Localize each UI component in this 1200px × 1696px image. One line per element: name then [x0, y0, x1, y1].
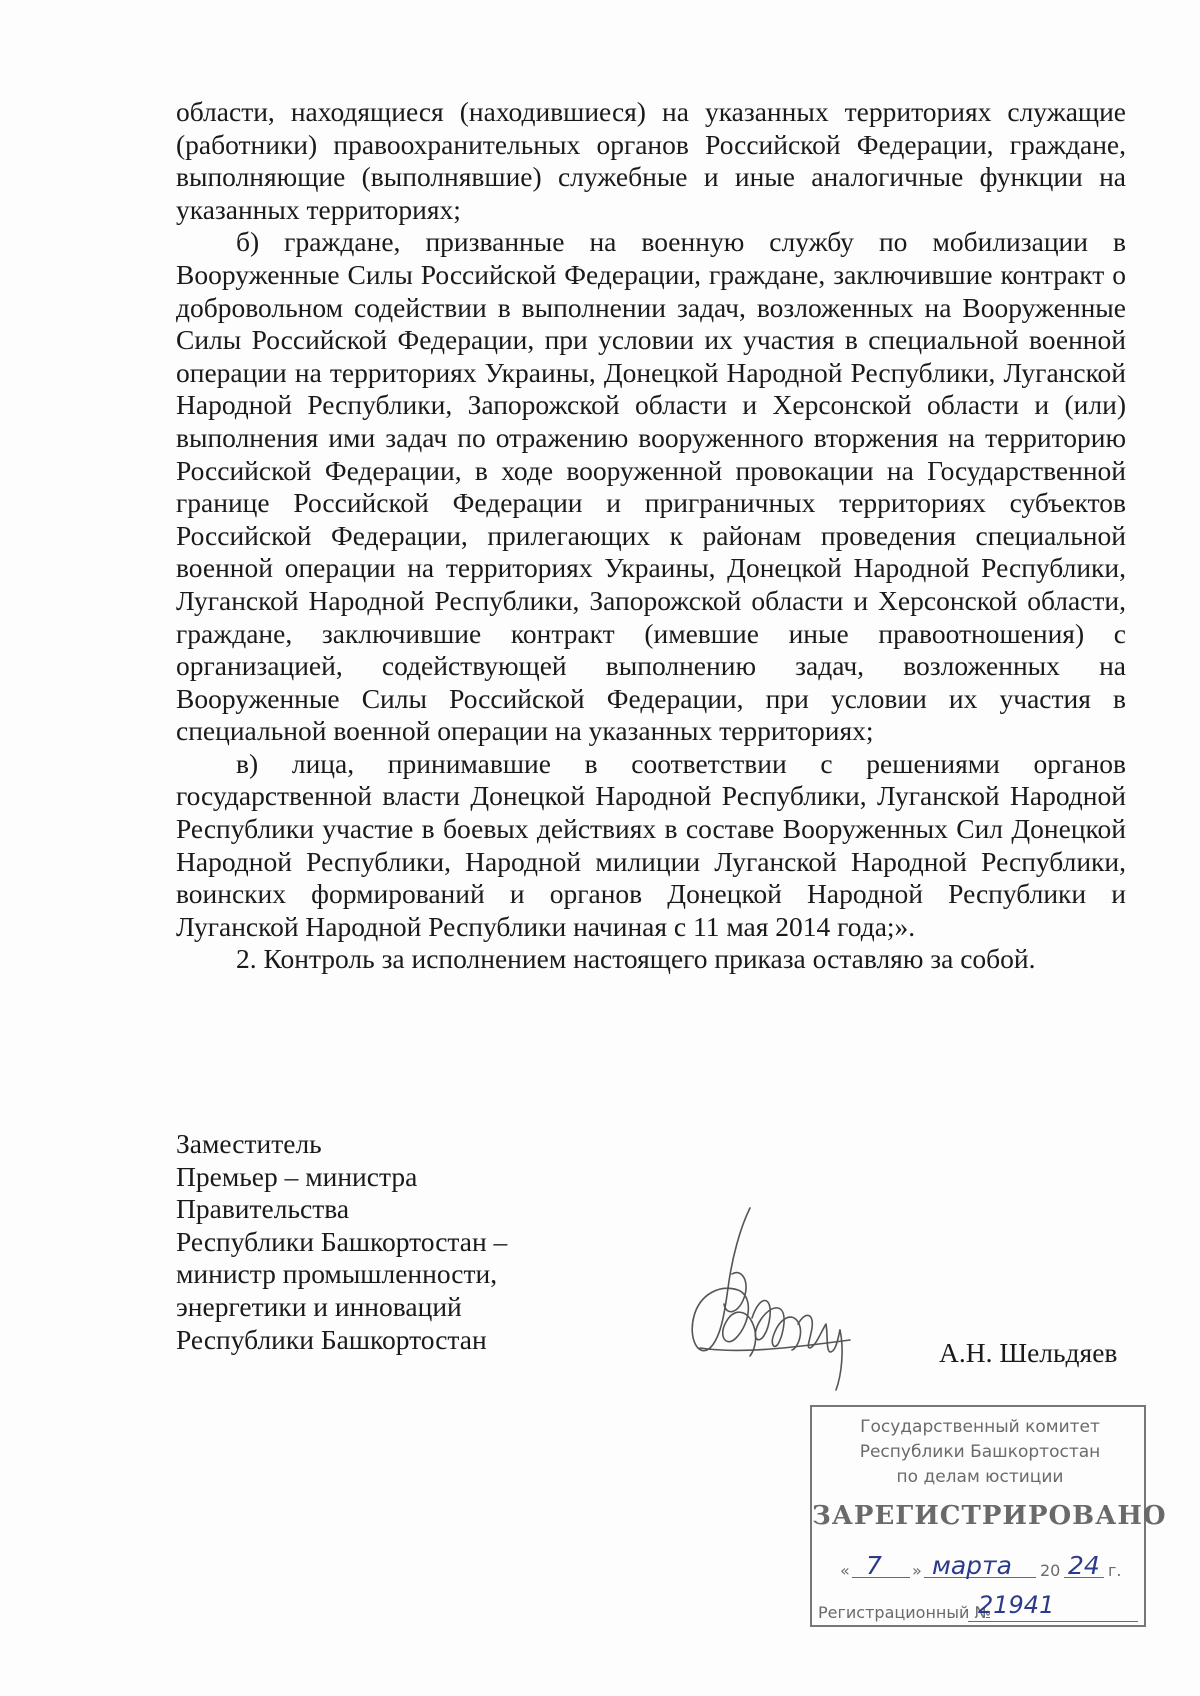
handwritten-signature	[680, 1198, 880, 1398]
stamp-org-line: по делам юстиции	[896, 1467, 1064, 1487]
signer-title-line: Заместитель	[176, 1128, 322, 1159]
paragraph-v: в) лица, принимавшие в соответствии с решениями органов государственной власти Донецкой Народной Республики, Луганской Народной Республики участие в боевых действиях в составе Вооруженных Сил Донецкой Народной Республики, Народной милиции Луганской Народной Республики, воинских формирований и органов Донецкой Народной Республики и Луганской Народной Республики начиная с 11 мая 2014 года;».	[176, 747, 1126, 942]
paragraph-b: б) граждане, призванные на военную службу по мобилизации в Вооруженные Силы Российской Федерации, граждане, заключившие контракт о добровольном содействии в выполнении задач, возложенных на Вооруженные Силы Российской Федерации, при условии их участия в специальной военной операции на территориях Украины, Донецкой Народной Республики, Луганской Народной Республики, Запорожской области и Херсонской области и (или) выполнения ими задач по отражению вооруженного вторжения на территорию Российской Федерации, в ходе вооруженной провокации на Государственной границе Российской Федерации и приграничных территориях субъектов Российской Федерации, прилегающих к районам проведения специальной военной операции на территориях Украины, Донецкой Народной Республики, Луганской Народной Республики, Запорожской области и Херсонской области, граждане, заключившие контракт (имевшие иные правоотношения) с организацией, содействующей выполнению задач, возложенных на Вооруженные Силы Российской Федерации, при условии их участия в специальной военной операции на указанных территориях;	[176, 226, 1126, 747]
stamp-reg-number: 21941	[978, 1591, 1055, 1619]
signer-title-line: энергетики и инноваций	[176, 1290, 462, 1322]
paragraph-2: 2. Контроль за исполнением настоящего приказа оставляю за собой.	[236, 943, 1036, 975]
document-body	[176, 96, 1126, 976]
signer-title-line: Республики Башкортостан	[176, 1323, 487, 1355]
stamp-year-prefix: 20	[1040, 1561, 1061, 1580]
stamp-year-unit: г.	[1108, 1561, 1122, 1580]
signer-title-line: Республики Башкортостан –	[176, 1225, 508, 1257]
registration-stamp	[810, 1405, 1167, 1627]
stamp-organization	[812, 1415, 1148, 1490]
stamp-quote-close: »	[912, 1561, 922, 1580]
stamp-date-row	[840, 1551, 1140, 1585]
signer-title-line: министр промышленности,	[176, 1258, 498, 1290]
signer-title-line: Премьер – министра	[176, 1160, 418, 1192]
reg-number-underline	[968, 1621, 1138, 1622]
stamp-year-suffix: 24	[1068, 1551, 1100, 1580]
stamp-month: марта	[932, 1551, 1012, 1580]
stamp-registered-label: ЗАРЕГИСТРИРОВАНО	[812, 1501, 1167, 1531]
stamp-day: 7	[866, 1551, 882, 1580]
stamp-org-line: Государственный комитет	[860, 1417, 1100, 1437]
stamp-org-line: Республики Башкортостан	[859, 1442, 1101, 1462]
stamp-quote-open: «	[840, 1561, 850, 1580]
stamp-registration-row	[818, 1591, 1144, 1623]
paragraph-continuation: области, находящиеся (находившиеся) на указанных территориях служащие (работники) правоохранительных органов Российской Федерации, граждане, выполняющие (выполнявшие) служебные и иные аналогичные функции на указанных территориях;	[176, 96, 1126, 225]
signer-title	[176, 1128, 596, 1356]
stamp-reg-label: Регистрационный №	[818, 1603, 992, 1622]
signer-name: А.Н. Шельдяев	[939, 1337, 1118, 1368]
signer-title-line: Правительства	[176, 1193, 350, 1225]
